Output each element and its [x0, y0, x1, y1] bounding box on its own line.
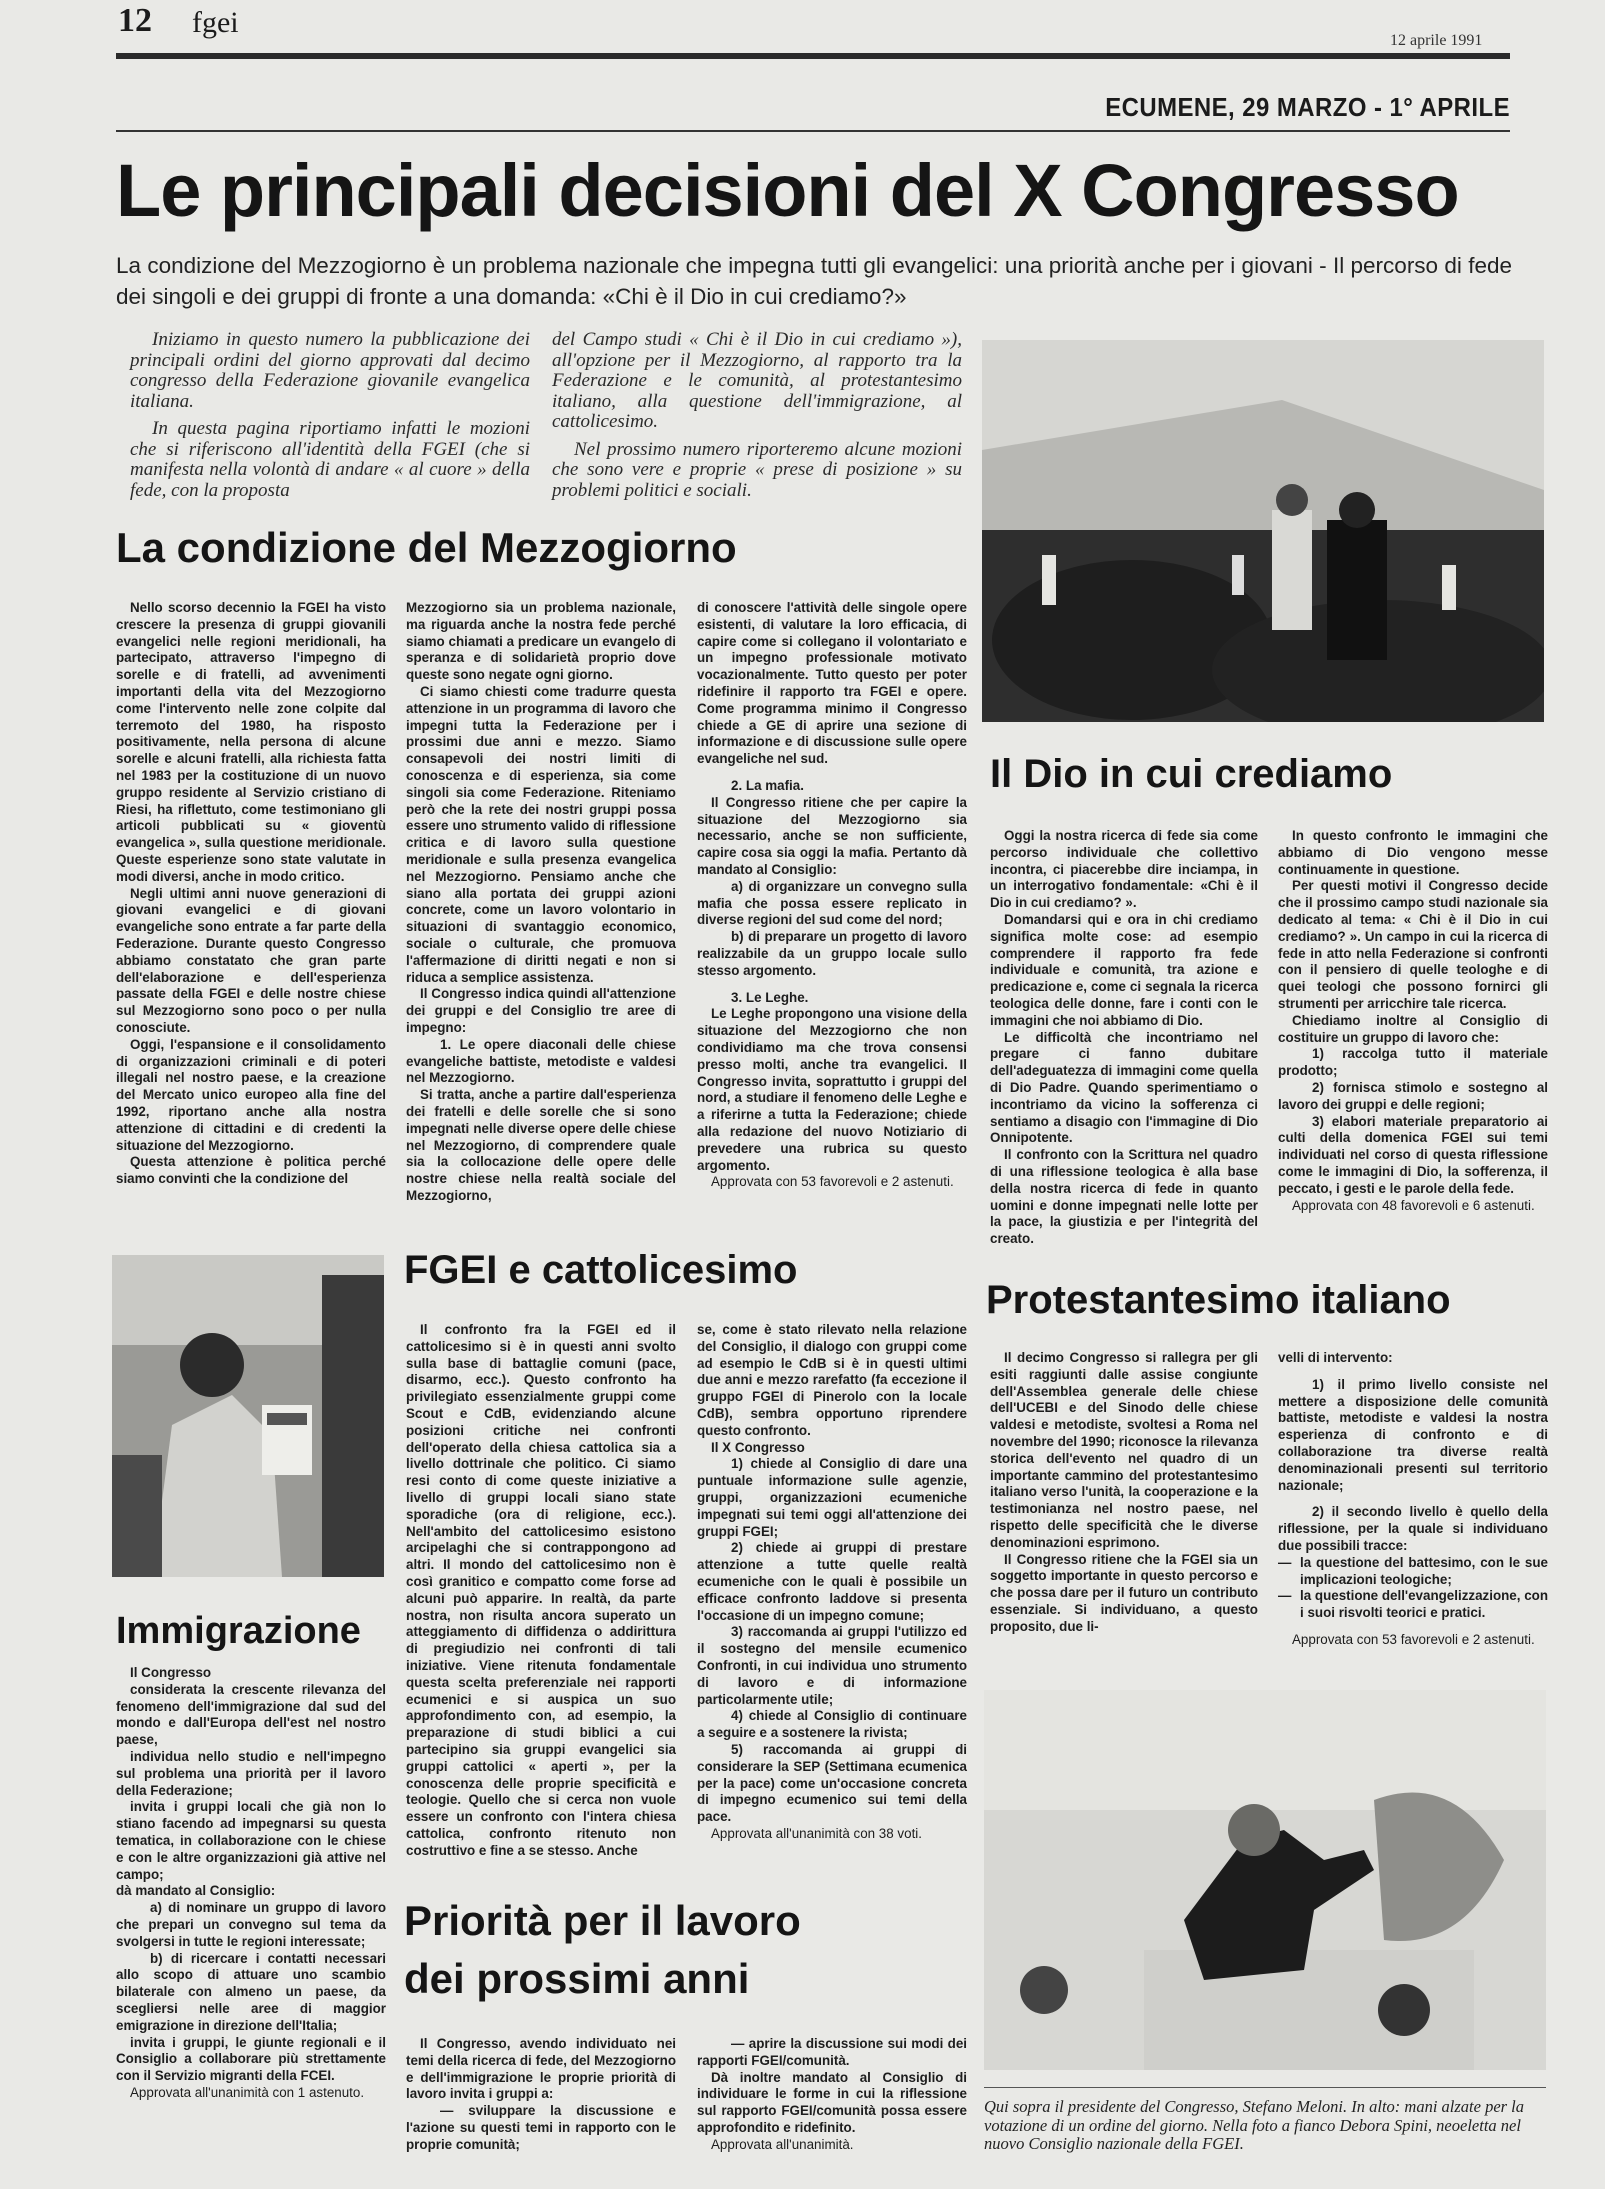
list-item: — la questione dell'evangelizzazione, con i suoi risvolti teorici e pratici. [1278, 1588, 1548, 1622]
list-item: 1) raccolga tutto il materiale prodotto; [1278, 1046, 1548, 1079]
subheading: 2. La mafia. [731, 777, 804, 793]
immigrazione-column [116, 1665, 386, 2102]
headline-deck: La condizione del Mezzogiorno è un problema nazionale che impegna tutti gli evangelici: una priorità anche per i giovani - Il percorso di fede dei singoli e dei gruppi di fronte a una domanda: «Chi è il Dio in cui crediamo?» [116, 253, 1512, 309]
paragraph: Le difficoltà che incontriamo nel pregare ci fanno dubitare dell'adeguatezza di immagini come quella di Dio Padre. Quando sperimentiamo o incontriamo da vicino la sofferenza ci sentiamo a disagio con l'immagine di Dio Onnipotente. [990, 1029, 1258, 1146]
priorita-column-1 [406, 2036, 676, 2154]
list-item: 2) il secondo livello è quello della riflessione, per la quale si individuano due possibili tracce: [1278, 1504, 1548, 1553]
list-item: 1) chiede al Consiglio di dare una puntuale informazione sulle agenzie, gruppi, organizzazioni ecumeniche impegnati sui temi oggi all'attenzione dei gruppi FGEI; [697, 1456, 967, 1539]
vote-result: Approvata all'unanimità con 1 astenuto. [130, 2084, 365, 2100]
paragraph: Si tratta, anche a partire dall'esperienza dei fratelli e delle sorelle che si sono impegnati nelle diverse opere delle chiese nel Mezzogiorno, di comprendere quale sia la collocazione delle opere delle nostre chiese nella realtà sociale del Mezzogiorno, [406, 1087, 676, 1203]
paragraph: Ci siamo chiesti come tradurre questa attenzione in un programma di lavoro che impegni tutta la Federazione per i prossimi due anni e mezzo. Siamo consapevoli dei nostri limiti di conoscenza e di esperienza, sia come singoli sia come Federazione. Riteniamo però che la rete dei nostri gruppi possa essere uno strumento valido di riflessione critica e di lavoro sulla questione meridionale e sulla presenza evangelica nel Mezzogiorno. Pensiamo anche che siano alla portata dei gruppi azioni concrete, come un lavoro volontario in situazioni di svantaggio economico, sociale o culturale, che promuova l'affermazione di diritti negati e non si riduca a semplice assistenza. [406, 683, 676, 985]
paragraph: Dà inoltre mandato al Consiglio di individuare le forme in cui la riflessione sul rapporto FGEI/comunità possa essere approfondito e ridefinito. [697, 2069, 967, 2135]
list-item: 3) raccomanda ai gruppi l'utilizzo ed il sostegno del mensile ecumenico Confronti, in cui individua uno strumento di lavoro e di informazione particolarmente utile; [697, 1624, 967, 1707]
list-item: a) di organizzare un convegno sulla mafia che possa essere replicato in diverse regioni del sud come del nord; [697, 878, 967, 928]
section-title-mezzogiorno: La condizione del Mezzogiorno [116, 524, 737, 571]
photo-illustration [982, 340, 1544, 722]
list-item: 5) raccomanda ai gruppi di considerare la SEP (Settimana ecumenica per la pace) come un'occasione concreta di impegno ecumenico sui temi della pace. [697, 1741, 967, 1825]
masthead-rule [116, 53, 1510, 59]
headline-rule [116, 130, 1510, 132]
publication-name: fgei [192, 6, 239, 39]
title-line: Priorità per il lavoro [404, 1897, 801, 1944]
paragraph: Nello scorso decennio la FGEI ha visto crescere la presenza di gruppi giovanili evangelici nelle regioni meridionali, ha partecipato, attraverso l'impegno di sorelle e di fratelli, ad avvenimenti importanti della vita del Mezzogiorno come l'intervento nelle zone colpite dal terremoto del 1980, ha risposto positivamente, nella persona di alcune sorelle e alcuni fratelli, alla richiesta fatta nel 1983 per la costituzione di un nuovo gruppo residente al Servizio cristiano di Riesi, ha riflettuto, come testimoniano gli articoli pubblicati su « gioventù evangelica », sulla questione meridionale. Queste esperienze sono state valutate in modi diversi, anche in modo critico. [116, 600, 386, 884]
list-item: — sviluppare la discussione e l'azione su questi temi in rapporto con le proprie comunità; [406, 2103, 676, 2152]
paragraph: Il Congresso indica quindi all'attenzione dei gruppi e del Consiglio tre aree di impegno: [406, 986, 676, 1035]
intro-column-1 [130, 330, 530, 501]
paragraph: invita i gruppi, le giunte regionali e il Consiglio a collaborare più strettamente con il Servizio migranti della FCEI. [116, 2034, 386, 2084]
paragraph: individua nello studio e nell'impegno sul problema una priorità per il lavoro della Federazione; [116, 1748, 386, 1798]
list-item: 2) fornisca stimolo e sostegno al lavoro dei gruppi e delle regioni; [1278, 1079, 1548, 1112]
list-item-text: aprire la discussione sui modi dei rapporti FGEI/comunità. [697, 2036, 967, 2068]
paragraph: di conoscere l'attività delle singole opere esistenti, di valutare la loro efficacia, di capire come si collegano il volontariato e un impegno professionale motivato vocazionalmente. Tutto questo per poter ridefinire il rapporto tra FGEI e opere. Come programma minimo il Congresso chiede a GE di aprire una sezione di informazione e di discussione sulle opere evangeliche nel sud. [697, 600, 967, 767]
paragraph: Il Congresso ritiene che per capire la situazione del Mezzogiorno sia necessario, anche se non sufficiente, capire cosa sia oggi la mafia. Pertanto dà mandato al Consiglio: [697, 794, 967, 877]
vote-result: Approvata all'unanimità. [711, 2136, 854, 2152]
paragraph: Le Leghe propongono una visione della situazione del Mezzogiorno che non condividiamo ma che trova consensi presso molti, anche tra evangelici. Il Congresso invita, soprattutto i gruppi del nord, a studiare il fenomeno delle Leghe e a riferirne a tutta la Federazione; chiede alla redazione del nuovo Notiziario di prevedere una rubrica su questo argomento. [697, 1006, 967, 1173]
photo-caption: Qui sopra il presidente del Congresso, Stefano Meloni. In alto: mani alzate per la votazione di un ordine del giorno. Nella foto a fianco Debora Spini, neoeletta nel nuovo Consiglio nazionale della FGEI. [984, 2097, 1525, 2153]
caption-rule [984, 2087, 1546, 2088]
paragraph: considerata la crescente rilevanza del fenomeno dell'immigrazione dal sud del mondo e dall'Europa dell'est nel nostro paese, [116, 1681, 386, 1748]
list-item: b) di preparare un progetto di lavoro realizzabile da un gruppo locale sullo stesso argomento. [697, 929, 967, 978]
paragraph: Chiediamo inoltre al Consiglio di costituire un gruppo di lavoro che: [1278, 1012, 1548, 1045]
paragraph: Domandarsi qui e ora in chi crediamo significa molte cose: ad esempio comprendere il rapporto fra fede individuale e comunità, tra azione e predicazione e, come ci segnala la ricerca teologica delle donne, fare i conti con le immagini che noi abbiamo di Dio. [990, 911, 1258, 1028]
paragraph: Il X Congresso [711, 1439, 805, 1455]
paragraph: Mezzogiorno sia un problema nazionale, ma riguarda anche la nostra fede perché siamo chiamati a predicare un evangelo di speranza e di solidarietà proprio dove queste sono negate ogni giorno. [406, 600, 676, 683]
list-item-text: sviluppare la discussione e l'azione su questi temi in rapporto con le proprie comunità; [406, 2103, 676, 2152]
paragraph: Il Congresso [130, 1665, 212, 1680]
intro-paragraph: Iniziamo in questo numero la pubblicazione dei principali ordini del giorno approvati dal decimo congresso della Federazione giovanile evangelica italiana. [130, 329, 530, 412]
list-item: 2) chiede ai gruppi di prestare attenzione a tutte quelle realtà ecumeniche con le quali è possibile un efficace confronto laddove si presenta l'occasione di un impegno comune; [697, 1540, 967, 1623]
paragraph: invita i gruppi locali che già non lo stiano facendo ad impegnarsi su questa tematica, in collaborazione con le chiese e con le altre organizzazioni già attive nel campo; [116, 1799, 386, 1882]
paragraph: Questa attenzione è politica perché siamo convinti che la condizione del [116, 1154, 386, 1187]
priorita-column-2 [697, 2036, 967, 2154]
cattolicesimo-column-2 [697, 1322, 967, 1843]
paragraph: Il confronto con la Scrittura nel quadro di una riflessione teologica è alla base della nostra ricerca di fede in quanto uomini e donne impegnati nelle lotte per la pace, la giustizia e per l'integrità del creato. [990, 1147, 1258, 1247]
section-title-immigrazione: Immigrazione [116, 1610, 361, 1652]
list-item: — la questione del battesimo, con le sue implicazioni teologiche; [1278, 1555, 1548, 1589]
intro-paragraph: In questa pagina riportiamo infatti le mozioni che si riferiscono all'identità della FGEI (che si manifesta nella volontà di andare « al cuore » della fede, con la proposta [130, 418, 530, 501]
protestantesimo-column-1 [990, 1350, 1258, 1636]
list-item: 4) chiede al Consiglio di continuare a seguire e a sostenere la rivista; [697, 1708, 967, 1741]
paragraph: Il confronto fra la FGEI ed il cattolicesimo si è in questi anni svolto sulla base di battaglie comuni (pace, disarmo, ecc.). Questo confronto ha privilegiato essenzialmente gruppi come Scout e CdB, evidenziando alcune posizioni critiche nei confronti dell'operato della chiesa cattolica sia a livello dottrinale che politico. Ci siamo resi conto di come queste iniziative a livello di gruppi locali siano state sporadiche (ora di religione, ecc.). Nell'ambito del cattolicesimo esistono arcipelaghi che si contrappongono ad altri. Il mondo del cattolicesimo non è così granitico e compatto come forse ad alcuni può apparire. In realtà, da parte nostra, non risulta ancora superato un atteggiamento di diffidenza o addirittura di pregiudizio nei confronti di tali iniziative. Viene ritenuta fondamentale questa scelta preferenziale nei rapporti ecumenici e si auspica un suo approfondimento con, ad esempio, la preparazione di studi biblici a cui partecipino sia gruppi evangelici sia gruppi cattolici « aperti », per la conoscenza delle proprie specificità e teologie. Quello che si cerca non vuole essere un confronto con l'intera chiesa cattolica, confronto ritenuto non costruttivo e fine a se stesso. Anche [406, 1322, 676, 1858]
intro-column-2 [552, 330, 962, 501]
section-title-cattolicesimo: FGEI e cattolicesimo [404, 1248, 798, 1292]
paragraph: se, come è stato rilevato nella relazione del Consiglio, il dialogo con gruppi come ad esempio le CdB si è in questi ultimi due anni e mezzo rarefatto (fa eccezione il gruppo FGEI di Pinerolo con la locale CdB), sembra opportuno riprendere questo confronto. [697, 1322, 967, 1438]
list-item: 3) elabori materiale preparatorio ai culti della domenica FGEI sui temi individuati nel corso di questa riflessione come le immagini di Dio, la sofferenza, il peccato, i gesti e le parole della fede. [1278, 1113, 1548, 1196]
paragraph: Il Congresso ritiene che la FGEI sia un soggetto importante in questo percorso e che possa dare per il futuro un contributo essenziale. Si individuano, a questo proposito, due li- [990, 1551, 1258, 1634]
dio-column-1 [990, 828, 1258, 1248]
list-item: a) di nominare un gruppo di lavoro che prepari un convegno sul tema da svolgersi in tutte le regioni interessate; [116, 1900, 386, 1949]
paragraph: Oggi, l'espansione e il consolidamento di organizzazioni criminali e di poteri illegali nel nostro paese, e la creazione del Mercato unico europeo alla fine del 1992, riportano anche alla nostra attenzione di cittadini e di credenti la situazione del Mezzogiorno. [116, 1036, 386, 1153]
mezzogiorno-column-3 [697, 600, 967, 1191]
paragraph: In questo confronto le immagini che abbiamo di Dio vengono messe continuamente in questione. [1278, 828, 1548, 877]
photo-illustration [112, 1255, 384, 1577]
paragraph: Per questi motivi il Congresso decide che il prossimo campo studi nazionale sia dedicato al tema: « Chi è il Dio in cui crediamo? ». Un campo in cui la ricerca di fede in atto nella Federazione si confronti con il pensiero di quelle teologhe e di quei teologi che possono fornirci gli strumenti per arricchire tale ricerca. [1278, 878, 1548, 1011]
kicker: ECUMENE, 29 MARZO - 1° APRILE [1105, 92, 1510, 122]
vote-result: Approvata con 48 favorevoli e 6 astenuti. [1292, 1197, 1535, 1213]
photo-raised-hands [982, 340, 1544, 722]
paragraph: Negli ultimi anni nuove generazioni di giovani evangelici e di giovani evangeliche sono entrate a far parte della Federazione. Durante questo Congresso abbiamo constatato che gran parte dell'elaborazione e dell'esperienza passate della FGEI e delle nostre chiese sul Mezzogiorno sono poco o per nulla conosciute. [116, 885, 386, 1035]
list-item: b) di ricercare i contatti necessari allo scopo di attuare uno scambio bilaterale con almeno un paese, da scegliersi nelle aree di maggior emigrazione in direzione dell'Italia; [116, 1950, 386, 2033]
intro-paragraph: del Campo studi « Chi è il Dio in cui crediamo »), all'opzione per il Mezzogiorno, al rapporto tra la Federazione e le comunità, al protestantesimo italiano, alla questione dell'immigrazione, al cattolicesimo. [552, 329, 962, 432]
paragraph: dà mandato al Consiglio: [116, 1883, 276, 1899]
issue-date: 12 aprile 1991 [1390, 32, 1483, 49]
paragraph: Oggi la nostra ricerca di fede sia come percorso individuale che collettivo incontra, ci piacerebbe dire inciampa, in un interrogativo fondamentale: «Chi è il Dio in cui crediamo? ». [990, 828, 1258, 911]
mezzogiorno-column-2 [406, 600, 676, 1205]
subheading: 3. Le Leghe. [731, 989, 809, 1005]
photo-debora-spini [112, 1255, 384, 1577]
title-line: dei prossimi anni [404, 1955, 750, 2002]
vote-result: Approvata con 53 favorevoli e 2 astenuti. [1292, 1631, 1535, 1647]
vote-result: Approvata all'unanimità con 38 voti. [711, 1825, 922, 1841]
paragraph: velli di intervento: [1278, 1350, 1393, 1365]
list-item: 1) il primo livello consiste nel mettere a disposizione delle comunità battiste, metodiste e valdesi la nostra esperienza di confronto e di collaborazione tra diverse realtà denominazionali presenti sul territorio nazionale; [1278, 1376, 1548, 1493]
photo-illustration [984, 1690, 1546, 2070]
vote-result: Approvata con 53 favorevoli e 2 astenuti. [711, 1174, 954, 1190]
intro-paragraph: Nel prossimo numero riporteremo alcune mozioni che sono vere e proprie « prese di posizione » su problemi politici e sociali. [552, 438, 962, 501]
page-headline: Le principali decisioni del X Congresso [116, 149, 1459, 232]
list-item: 1. Le opere diaconali delle chiese evangeliche battiste, metodiste e valdesi nel Mezzogiorno. [406, 1036, 676, 1086]
paragraph: Il Congresso, avendo individuato nei temi della ricerca di fede, del Mezzogiorno e dell'immigrazione le proprie priorità di lavoro invita i gruppi a: [406, 2036, 676, 2102]
protestantesimo-column-2 [1278, 1350, 1548, 1649]
mezzogiorno-column-1 [116, 600, 386, 1188]
section-title-protestantesimo: Protestantesimo italiano [986, 1278, 1451, 1322]
section-title-dio: Il Dio in cui crediamo [990, 752, 1393, 796]
paragraph: Il decimo Congresso si rallegra per gli esiti raggiunti dalle assise congiunte dell'Assemblea generale delle chiese dell'UCEBI e del Sinodo delle chiese valdesi e metodiste, svoltesi a Roma nel novembre del 1990; riconosce la rilevanza storica dell'evento nel quadro di un importante cammino del protestantesimo italiano verso l'unità, la cooperazione e la testimonianza nel nostro paese, nel rispetto delle specificità che le diverse denominazioni esprimono. [990, 1350, 1258, 1550]
list-item: — aprire la discussione sui modi dei rapporti FGEI/comunità. [697, 2036, 967, 2068]
section-title-priorita [404, 1892, 801, 2008]
page-number: 12 [118, 2, 152, 39]
dio-column-2 [1278, 828, 1548, 1214]
photo-stefano-meloni [984, 1690, 1546, 2070]
cattolicesimo-column-1 [406, 1322, 676, 1860]
